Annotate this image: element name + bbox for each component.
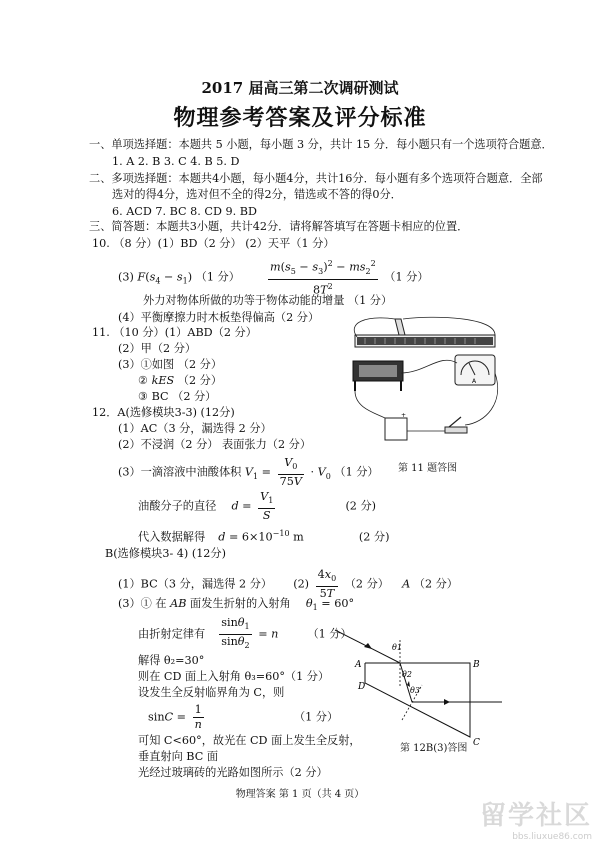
sec2-heading2: 选对的得4分，选对但不全的得2分，错选或不答的得0分．	[112, 188, 402, 201]
answer-title: 物理参考答案及评分标准	[173, 105, 427, 131]
q12a-2: (2）不浸润（2 分） 表面张力（2 分）	[118, 438, 312, 451]
svg-text:θ2: θ2	[402, 670, 412, 679]
svg-text:B: B	[473, 660, 480, 670]
q12b-6: 则在 CD 面上入射角 θ₃=60°（1 分）	[138, 670, 330, 683]
q12b-7: 设发生全反射临界角为 C，则	[138, 686, 285, 699]
sec2-answers: 6. ACD 7. BC 8. CD 9. BD	[112, 205, 257, 218]
fig12b-caption: 第 12B(3)答图	[400, 743, 468, 754]
sec3-heading: 三、简答题：本题共3小题，共计42分．请将解答填写在答题卡相应的位置．	[89, 220, 469, 233]
sec1-heading: 一、单项选择题：本题共 5 小题，每小题 3 分，共计 15 分．每小题只有一个选项符合题意．	[89, 138, 553, 151]
watermark-logo: 留学社区 bbs.liuxue86.com	[479, 801, 592, 842]
svg-text:C: C	[473, 738, 480, 748]
fig12b-prism	[330, 625, 505, 750]
svg-text:θ3: θ3	[410, 686, 420, 695]
q12b-8: sinC = $\frac{1}{n}$ （1 分）	[148, 703, 339, 731]
svg-text:A: A	[472, 378, 477, 385]
q11-line1: 11. （10 分）(1）ABD（2 分）	[92, 326, 257, 339]
q12a-1: (1）AC（3 分，漏选得 2 分）	[118, 422, 272, 435]
q12b-9: 可知 C<60°，故光在 CD 面上发生全反射，	[138, 734, 361, 747]
q11-line3: (3）①如图 （2 分）	[118, 358, 223, 371]
sec1-answers: 1. A 2. B 3. C 4. B 5. D	[112, 155, 240, 168]
q12b-3: (3）① 在 AB 面发生折射的入射角 $\theta_1 = 60^\circ$	[118, 597, 355, 613]
q12a-5: 代入数据解得 $d = 6\times 10^{-10}$ m (2 分)	[138, 529, 390, 544]
q12a-heading: 12．A(选修模块3-3) (12分)	[92, 406, 235, 419]
fig11-circuit	[345, 313, 505, 458]
q12b-11: 光经过玻璃砖的光路如图所示（2 分）	[138, 766, 328, 779]
fig11-caption: 第 11 题答图	[398, 463, 458, 474]
q11-line4: ② kES （2 分）	[138, 374, 223, 387]
q10-line5: (4）平衡摩擦力时木板垫得偏高（2 分）	[118, 311, 320, 324]
svg-text:D: D	[358, 682, 366, 692]
q12a-3: (3）一滴溶液中油酸体积 $V_1$ = $\frac{V_0}{75V}$ · $V_0$ （1 分）	[118, 456, 379, 489]
svg-text:θ1: θ1	[392, 643, 402, 652]
exam-title: 2017 届高三第二次调研测试	[201, 79, 399, 97]
svg-text:+: +	[401, 412, 407, 419]
q12b-5: 解得 θ₂=30°	[138, 654, 205, 667]
page-footer: 物理答案 第 1 页（共 4 页）	[235, 789, 365, 800]
q10-line4: 外力对物体所做的功等于物体动能的增量 （1 分）	[143, 294, 393, 307]
sec2-heading: 二、多项选择题：本题共4小题，每小题4分，共计16分．每小题有多个选项符合题意．全部	[89, 172, 543, 185]
q12a-4: 油酸分子的直径 d = $\frac{V_1}{S}$ (2 分)	[138, 490, 377, 523]
q10-line1: 10. （8 分）(1）BD（2 分） (2）天平（1 分）	[92, 237, 335, 250]
q10-line3: (3) $F(s_4 - s_1)$ （1 分） $\frac{m(s_5 - s_3)^2 - ms_2^2}{8T^2}$ （1 分）	[118, 259, 429, 297]
q12b-heading: B(选修模块3- 4) (12分)	[105, 547, 226, 560]
svg-text:A: A	[355, 660, 362, 670]
q12b-10: 垂直射向 BC 面	[138, 750, 219, 763]
q12b-4: 由折射定律有 $\frac{\sin\theta_1}{\sin\theta_2}$ = n （1 分）	[138, 616, 352, 651]
q11-line2: (2）甲（2 分）	[118, 342, 197, 355]
q12b-1: (1）BC（3 分，漏选得 2 分） (2) $\frac{4x_0}{5T}$ （2 分） A （2 分）	[118, 568, 458, 601]
q11-line5: ③ BC （2 分）	[138, 390, 217, 403]
